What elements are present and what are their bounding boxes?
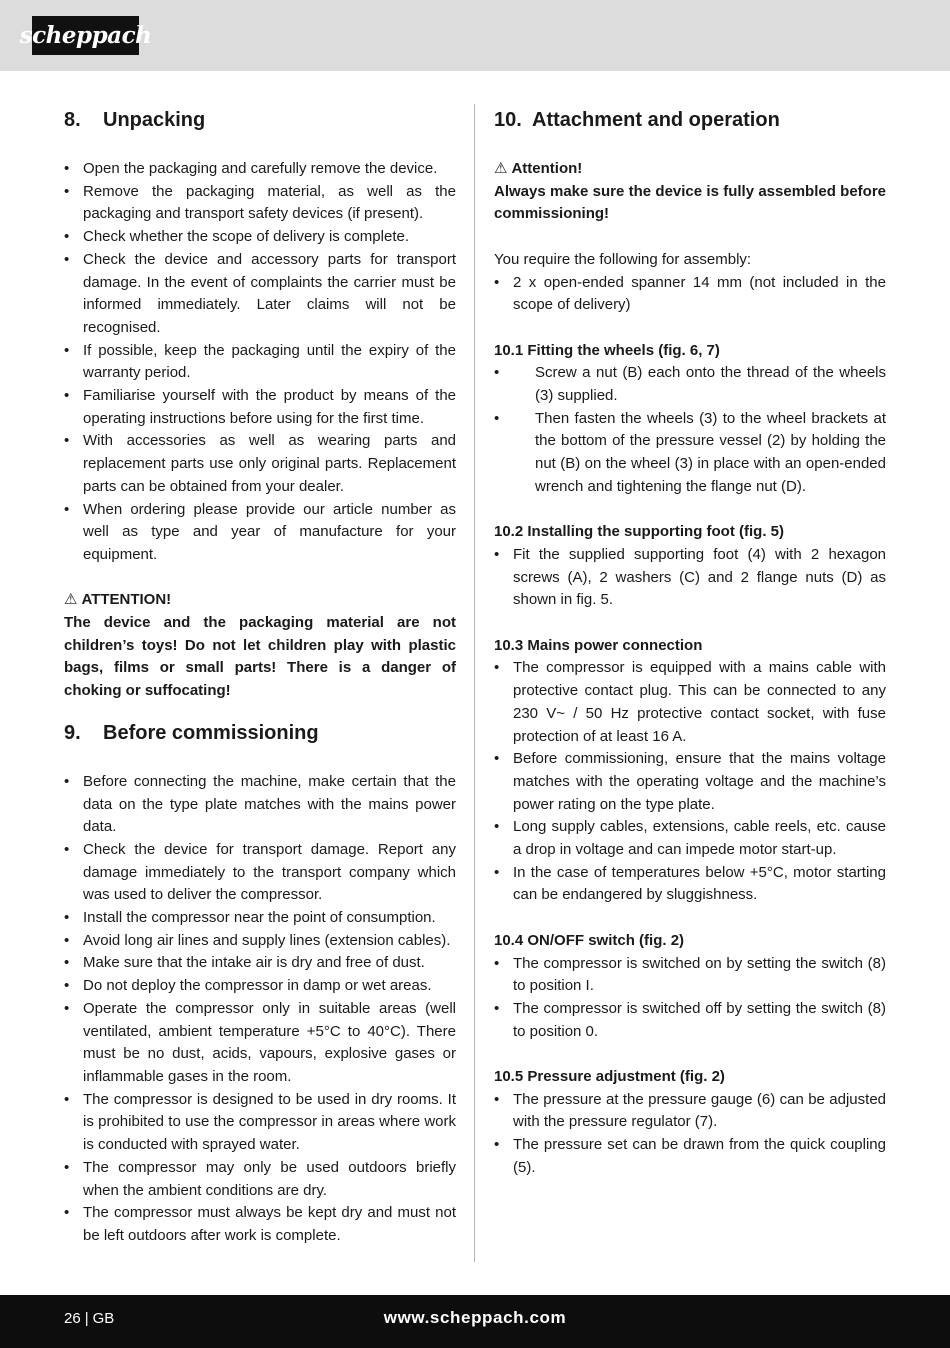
brand-name: scheppach — [19, 22, 152, 49]
list-item: • Remove the packaging material, as well as the packaging and transport safety devices (if present). — [64, 181, 456, 226]
subsection-heading: 10.5 Pressure adjustment (fig. 2) — [494, 1068, 725, 1086]
list-item: • Familiarise yourself with the product by means of the operating instructions before using for the first time. — [64, 385, 456, 430]
list-item: • The compressor is switched off by setting the switch (8) to position 0. — [494, 998, 886, 1043]
list-item: • With accessories as well as wearing parts and replacement parts use only original parts. Replacement parts can be obtained from your dealer. — [64, 430, 456, 498]
require-list — [494, 272, 886, 317]
wheels-list — [494, 362, 886, 498]
mains-power-list — [494, 657, 886, 907]
list-item: • Check the device for transport damage. Report any damage immediately to the transport company which was used to deliver the compressor. — [64, 839, 456, 907]
require-text: You require the following for assembly: — [494, 250, 752, 268]
section-title: Attachment and operation — [532, 109, 780, 131]
list-item: • 2 x open-ended spanner 14 mm (not included in the scope of delivery) — [494, 272, 886, 317]
header-bar — [0, 0, 950, 71]
list-item: • Make sure that the intake air is dry and free of dust. — [64, 952, 456, 975]
subsection-heading: 10.3 Mains power connection — [494, 636, 703, 654]
list-item: • Long supply cables, extensions, cable reels, etc. cause a drop in voltage and can impede motor start-up. — [494, 816, 886, 861]
column-divider — [474, 104, 475, 1262]
right-column — [494, 104, 886, 1180]
section-10-heading — [494, 104, 886, 136]
section-9-heading — [64, 717, 456, 749]
warning-icon: ⚠ — [494, 160, 508, 177]
list-item: • When ordering please provide our article number as well as type and year of manufacture for your equipment. — [64, 499, 456, 567]
list-item: • Open the packaging and carefully remove the device. — [64, 158, 456, 181]
warning-icon: ⚠ — [64, 591, 78, 609]
section-title: Before commissioning — [103, 721, 319, 744]
list-item: • Do not deploy the compressor in damp or wet areas. — [64, 975, 456, 998]
list-item: • The compressor is equipped with a mains cable with protective contact plug. This can be connected to any 230 V~ / 50 Hz protective contact socket, with fuse protection of at least 16 A. — [494, 657, 886, 748]
section-8-heading — [64, 104, 456, 136]
website-link[interactable]: www.scheppach.com — [383, 1308, 567, 1327]
section-title: Unpacking — [103, 109, 206, 131]
list-item: • Install the compressor near the point of consumption. — [64, 907, 456, 930]
supporting-foot-list — [494, 544, 886, 612]
list-item: • The compressor is switched on by setting the switch (8) to position I. — [494, 953, 886, 998]
subsection-heading: 10.4 ON/OFF switch (fig. 2) — [494, 931, 685, 949]
list-item: • Before commissioning, ensure that the mains voltage matches with the operating voltage and the machine’s power rating on the type plate. — [494, 748, 886, 816]
section-number: 8. — [64, 109, 81, 131]
left-column — [64, 104, 456, 1248]
page-number: 26 | GB — [64, 1310, 115, 1327]
list-item: • The compressor may only be used outdoors briefly when the ambient conditions are dry. — [64, 1157, 456, 1202]
attention-text: Always make sure the device is fully assembled before commissioning! — [494, 182, 886, 223]
list-item: • Avoid long air lines and supply lines (extension cables). — [64, 930, 456, 953]
list-item: • In the case of temperatures below +5°C, motor starting can be endangered by sluggishness. — [494, 862, 886, 907]
list-item: • The pressure set can be drawn from the quick coupling (5). — [494, 1134, 886, 1179]
list-item: • The pressure at the pressure gauge (6) can be adjusted with the pressure regulator (7). — [494, 1089, 886, 1134]
footer-bar — [0, 1295, 950, 1348]
list-item: • If possible, keep the packaging until the expiry of the warranty period. — [64, 340, 456, 385]
brand-logo — [19, 16, 152, 55]
subsection-heading: 10.1 Fitting the wheels (fig. 6, 7) — [494, 341, 720, 359]
list-item: • The compressor must always be kept dry and must not be left outdoors after work is complete. — [64, 1202, 456, 1247]
switch-list — [494, 953, 886, 1044]
attention-label: ⚠ Attention! — [494, 158, 886, 181]
list-item: • Before connecting the machine, make certain that the data on the type plate matches with the mains power data. — [64, 771, 456, 839]
subsection-heading: 10.2 Installing the supporting foot (fig. 5) — [494, 523, 784, 541]
list-item: • Then fasten the wheels (3) to the wheel brackets at the bottom of the pressure vessel (2) by holding the nut (B) on the wheel (3) in place with an open-ended wrench and tightening the flange nut (D). — [494, 408, 886, 499]
attention-text: The device and the packaging material are not children’s toys! Do not let children play with plastic bags, films or small parts! There is a danger of choking or suffocating! — [64, 614, 456, 700]
list-item: • Check whether the scope of delivery is complete. — [64, 226, 456, 249]
section-number: 9. — [64, 721, 81, 744]
commissioning-list — [64, 771, 456, 1248]
list-item: • Operate the compressor only in suitable areas (well ventilated, ambient temperature +5°C to 40°C). There must be no dust, acids, vapours, explosive gases or inflammable gases in the room. — [64, 998, 456, 1089]
unpacking-list — [64, 158, 456, 567]
section-number: 10. — [494, 109, 522, 131]
list-item: • Screw a nut (B) each onto the thread of the wheels (3) supplied. — [494, 362, 886, 407]
list-item: • The compressor is designed to be used in dry rooms. It is prohibited to use the compressor in areas where work is conducted with sprayed water. — [64, 1089, 456, 1157]
pressure-list — [494, 1089, 886, 1180]
attention-label: ⚠ ATTENTION! — [64, 589, 456, 612]
list-item: • Fit the supplied supporting foot (4) with 2 hexagon screws (A), 2 washers (C) and 2 flange nuts (D) as shown in fig. 5. — [494, 544, 886, 612]
list-item: • Check the device and accessory parts for transport damage. In the event of complaints the carrier must be informed immediately. Later claims will not be recognised. — [64, 249, 456, 340]
